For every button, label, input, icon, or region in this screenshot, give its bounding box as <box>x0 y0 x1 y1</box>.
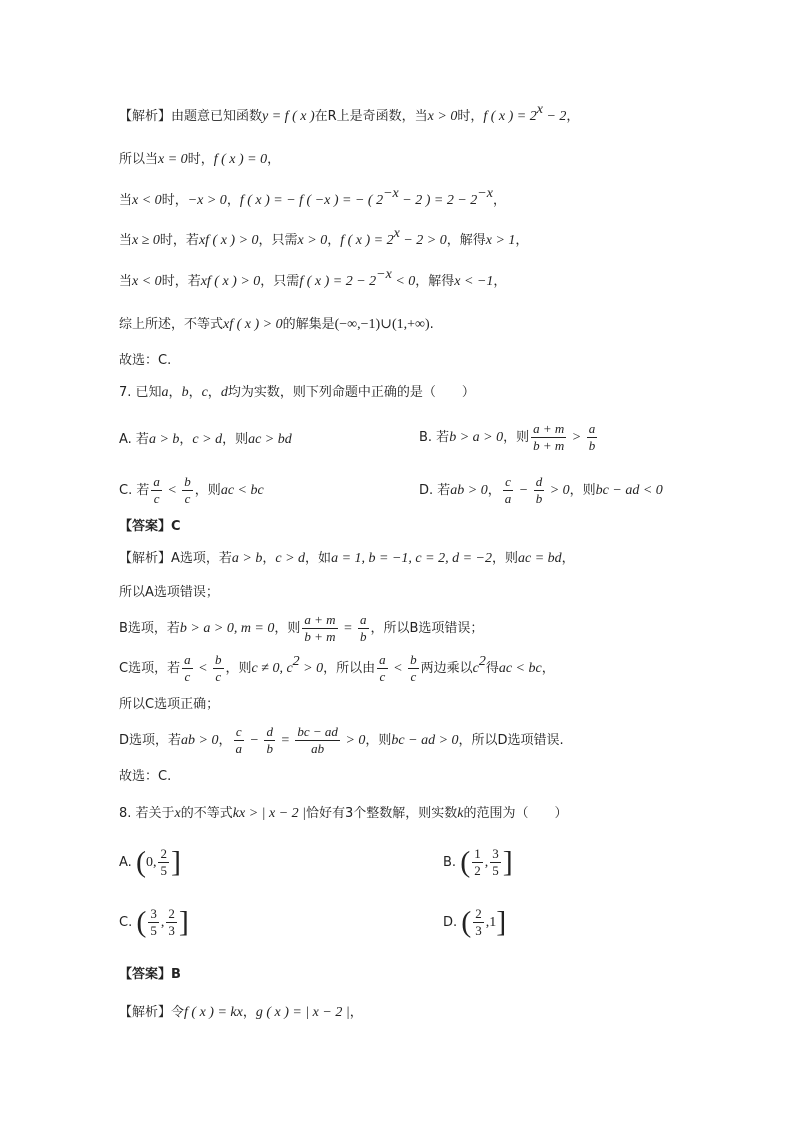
q7-option-a: A. 若a > b，c > d，则ac > bd <box>119 432 292 447</box>
q7-solution-1: 【解析】A选项，若a > b，c > d，如a = 1, b = −1, c = 2, d = −2，则ac = bd， <box>119 551 575 566</box>
q8-solution-1: 【解析】令f ( x ) = kx，g ( x ) = | x − 2 |， <box>119 1005 363 1020</box>
q7-option-b: B. 若b > a > 0，则 $\frac{a + m}{b + m}$ > $\frac{a}{b}$ <box>419 421 596 453</box>
q7-solution-4: C选项，若 $\frac{a}{c}$ < $\frac{b}{c}$ ，则c ≠ 0, $c^2 > 0$，所以由 $\frac{a}{c}$ < $\frac{b}{c}$ 两边乘以$c^2$得ac < bc， <box>119 652 555 684</box>
p6-conclusion: 故选：C. <box>119 353 172 368</box>
p6-line-3: 当x < 0时，−x > 0，f ( x ) = − f ( −x ) = − ( $2^{-x} - 2$ ) = $2 - 2^{-x}$， <box>119 186 506 208</box>
p6-line-4: 当x ≥ 0时，若xf ( x ) > 0，只需x > 0，f ( x ) = $2^x - 2 > 0$，解得x > 1， <box>119 226 529 248</box>
q7-solution-2: 所以A选项错误； <box>119 585 219 600</box>
q7-conclusion: 故选：C. <box>119 769 172 784</box>
q8-answer: 【答案】B <box>119 967 181 982</box>
q7-solution-6: D选项，若ab > 0， $\frac{c}{a}$ − $\frac{d}{b}$ = $\frac{bc - ad}{ab}$ > 0，则bc − ad > 0，所以D选项错误. <box>119 724 564 756</box>
q7-option-d: D. 若ab > 0， $\frac{c}{a}$ − $\frac{d}{b}$ > 0，则bc − ad < 0 <box>419 474 663 506</box>
p6-line-2: 所以当x = 0时，f ( x ) = 0， <box>119 152 281 167</box>
q8-option-c: C. ( $\frac{3}{5}$ , $\frac{2}{3}$ ] <box>119 905 189 939</box>
q7-answer: 【答案】C <box>119 519 181 534</box>
q7-solution-3: B选项，若b > a > 0, m = 0，则 $\frac{a + m}{b + m}$ = $\frac{a}{b}$ ，所以B选项错误； <box>119 612 484 644</box>
p6-line-5: 当x < 0时，若xf ( x ) > 0，只需f ( x ) = $2 - 2^{-x} < 0$，解得x < −1， <box>119 267 507 289</box>
q8-option-a: A. (0, $\frac{2}{5}$ ] <box>119 845 181 879</box>
q7-option-c: C. 若 $\frac{a}{c}$ < $\frac{b}{c}$ ，则ac < bc <box>119 474 264 506</box>
p6-line-1: 【解析】由题意已知函数y = f ( x )在R上是奇函数，当x > 0时，f ( x ) = $2^x - 2$， <box>119 102 580 124</box>
q7-solution-5: 所以C选项正确； <box>119 697 220 712</box>
q8-stem: 8. 若关于x的不等式kx > | x − 2 |恰好有3个整数解，则实数k的范围为（ ） <box>119 806 568 821</box>
q8-option-b: B. ( $\frac{1}{2}$ , $\frac{3}{5}$ ] <box>443 845 513 879</box>
q8-option-d: D. ( $\frac{2}{3}$ ,1] <box>443 905 507 939</box>
q7-stem: 7. 已知a，b，c，d均为实数，则下列命题中正确的是（ ） <box>119 385 475 400</box>
solution-label: 【解析】由题意已知函数 <box>119 109 263 124</box>
p6-line-6: 综上所述，不等式xf ( x ) > 0的解集是(−∞,−1)∪(1,+∞). <box>119 317 434 332</box>
